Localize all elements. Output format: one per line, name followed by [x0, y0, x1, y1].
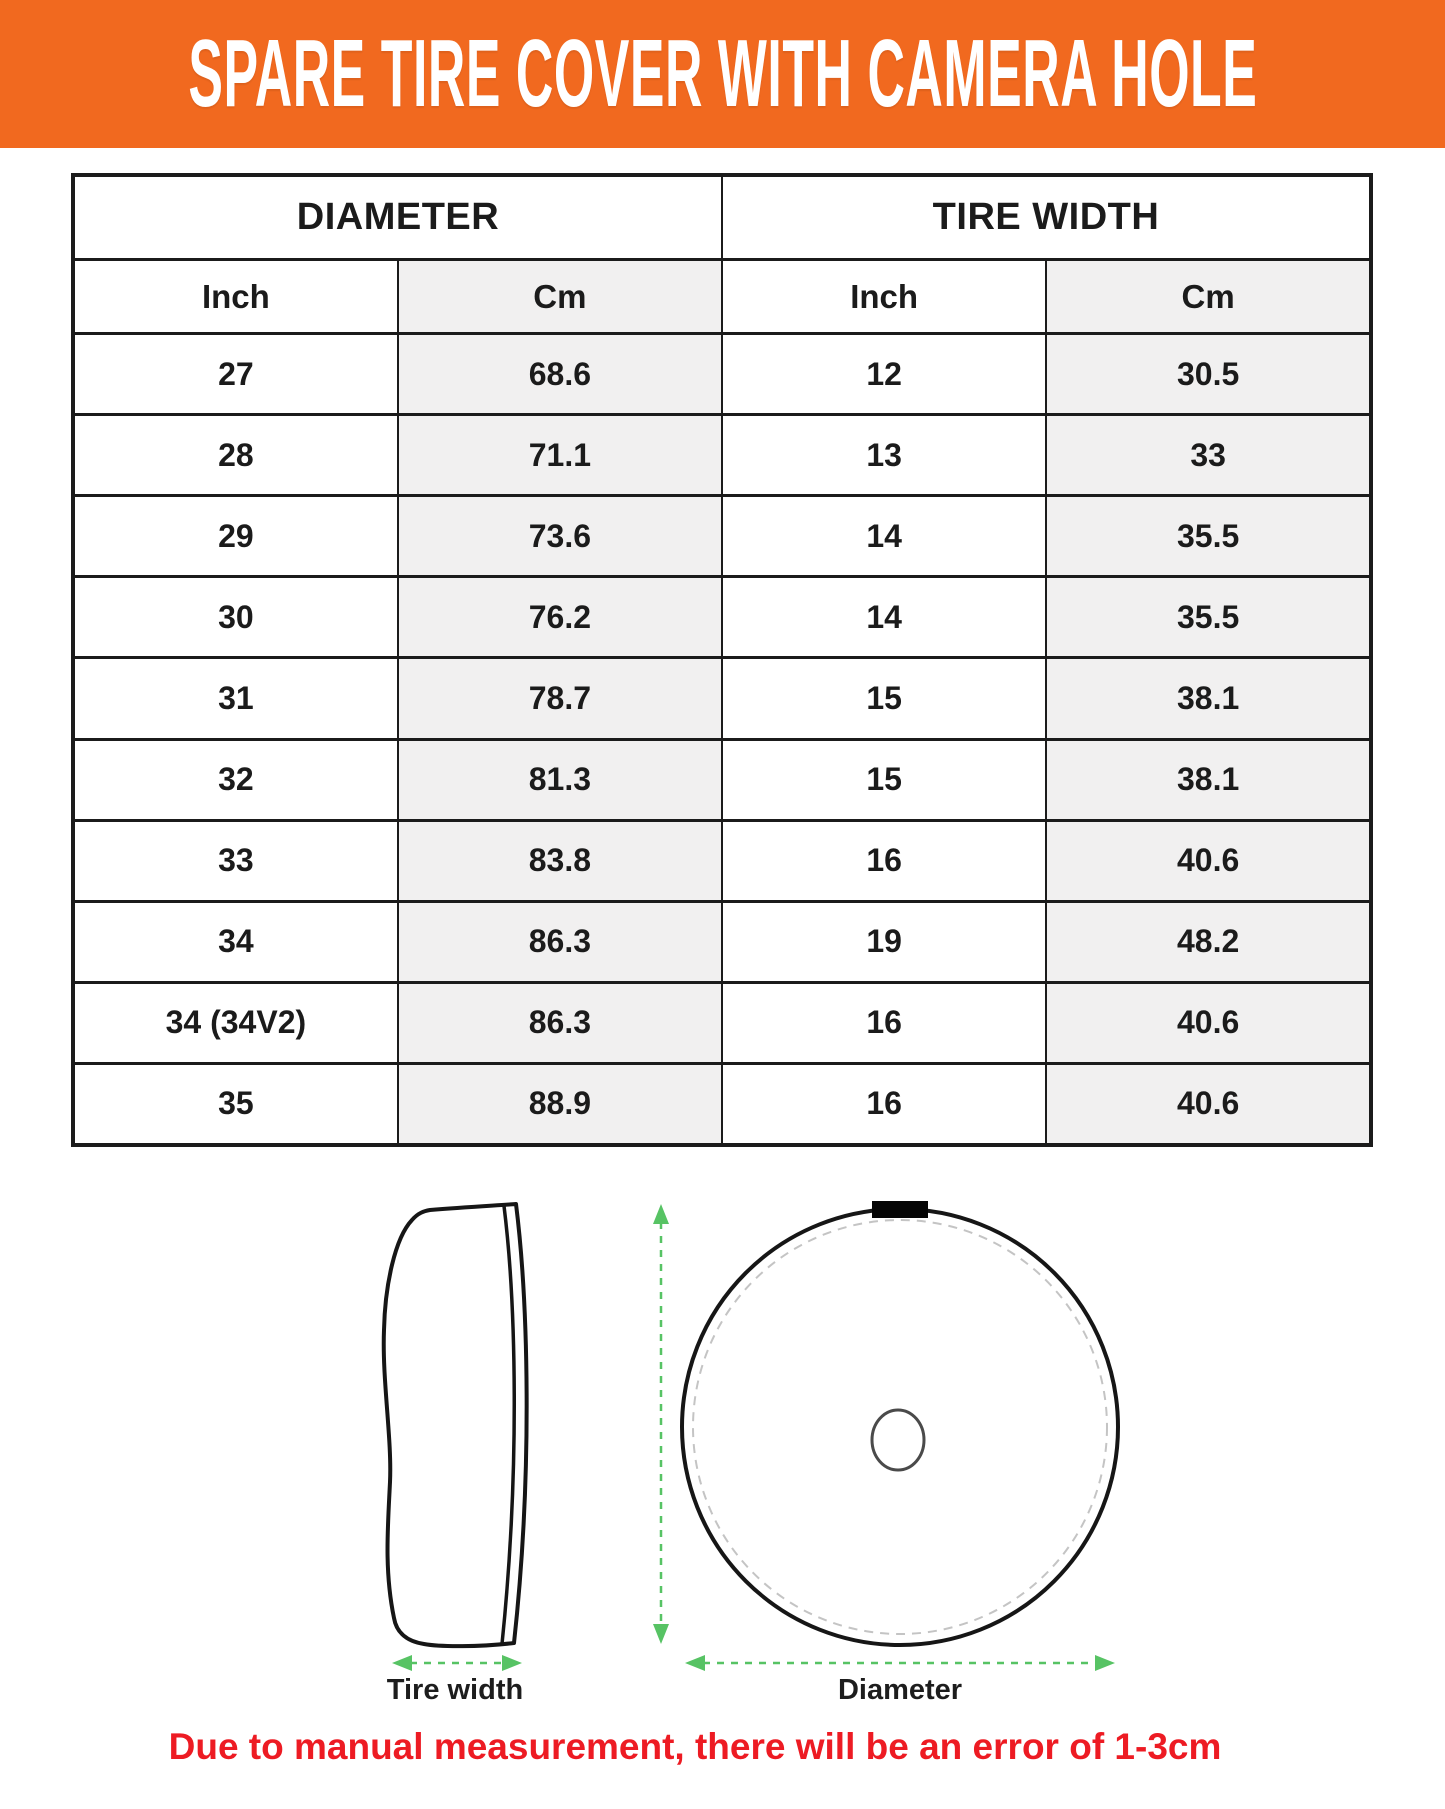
cell-width-cm: 33 [1046, 415, 1370, 496]
vertical-diameter-arrow [653, 1204, 669, 1644]
cell-width-inch: 13 [722, 415, 1046, 496]
cell-width-inch: 14 [722, 577, 1046, 658]
table-subheader-row [74, 260, 1371, 334]
cell-width-inch: 14 [722, 496, 1046, 577]
cell-diameter-inch: 30 [74, 577, 398, 658]
table-section-header-row [74, 176, 1371, 260]
cell-width-inch: 19 [722, 901, 1046, 982]
subheader-width-inch: Inch [722, 260, 1046, 334]
table-header-tire-width: TIRE WIDTH [722, 176, 1371, 260]
cell-width-inch: 15 [722, 658, 1046, 739]
cell-diameter-inch: 34 (34V2) [74, 982, 398, 1063]
subheader-diameter-cm: Cm [398, 260, 722, 334]
cell-width-cm: 48.2 [1046, 901, 1370, 982]
measurement-error-note: Due to manual measurement, there will be an error of 1-3cm [168, 1726, 1222, 1767]
cell-width-inch: 16 [722, 982, 1046, 1063]
camera-hole [872, 1410, 924, 1470]
cell-diameter-inch: 33 [74, 820, 398, 901]
table-row [74, 982, 1371, 1063]
cell-diameter-cm: 86.3 [398, 982, 722, 1063]
tire-width-arrow [392, 1655, 522, 1671]
cell-diameter-inch: 32 [74, 739, 398, 820]
cell-diameter-inch: 31 [74, 658, 398, 739]
table-row [74, 901, 1371, 982]
cell-diameter-inch: 28 [74, 415, 398, 496]
cell-width-inch: 15 [722, 739, 1046, 820]
cell-diameter-cm: 71.1 [398, 415, 722, 496]
table-row [74, 739, 1371, 820]
cell-diameter-inch: 35 [74, 1063, 398, 1144]
tire-side-view [384, 1204, 527, 1646]
cell-width-cm: 40.6 [1046, 820, 1370, 901]
cell-diameter-cm: 76.2 [398, 577, 722, 658]
cell-width-cm: 38.1 [1046, 658, 1370, 739]
cell-width-cm: 40.6 [1046, 1063, 1370, 1144]
cell-width-cm: 38.1 [1046, 739, 1370, 820]
cell-diameter-inch: 27 [74, 334, 398, 415]
table-row [74, 577, 1371, 658]
cell-width-inch: 12 [722, 334, 1046, 415]
page-title: SPARE TIRE COVER WITH CAMERA HOLE [187, 20, 1258, 127]
table-row [74, 658, 1371, 739]
cell-diameter-cm: 73.6 [398, 496, 722, 577]
cell-diameter-cm: 86.3 [398, 901, 722, 982]
header-banner [0, 0, 1445, 148]
cell-diameter-cm: 81.3 [398, 739, 722, 820]
table-row [74, 334, 1371, 415]
cell-diameter-cm: 83.8 [398, 820, 722, 901]
cell-width-cm: 35.5 [1046, 496, 1370, 577]
diameter-arrow [685, 1655, 1115, 1671]
subheader-diameter-inch: Inch [74, 260, 398, 334]
table-row [74, 820, 1371, 901]
cell-diameter-inch: 29 [74, 496, 398, 577]
table-row [74, 415, 1371, 496]
cell-diameter-cm: 78.7 [398, 658, 722, 739]
table-row [74, 1063, 1371, 1144]
diameter-label: Diameter [837, 1674, 963, 1706]
cell-width-cm: 40.6 [1046, 982, 1370, 1063]
top-notch [872, 1201, 928, 1218]
table-row [74, 496, 1371, 577]
cell-width-inch: 16 [722, 820, 1046, 901]
cell-width-cm: 35.5 [1046, 577, 1370, 658]
cell-diameter-cm: 88.9 [398, 1063, 722, 1144]
size-table [72, 174, 1372, 1146]
table-header-diameter: DIAMETER [74, 176, 723, 260]
tire-width-label: Tire width [386, 1674, 524, 1706]
cell-diameter-inch: 34 [74, 901, 398, 982]
cell-diameter-cm: 68.6 [398, 334, 722, 415]
tire-measurement-diagram [0, 1180, 1445, 1740]
cell-width-inch: 16 [722, 1063, 1046, 1144]
subheader-width-cm: Cm [1046, 260, 1370, 334]
cell-width-cm: 30.5 [1046, 334, 1370, 415]
